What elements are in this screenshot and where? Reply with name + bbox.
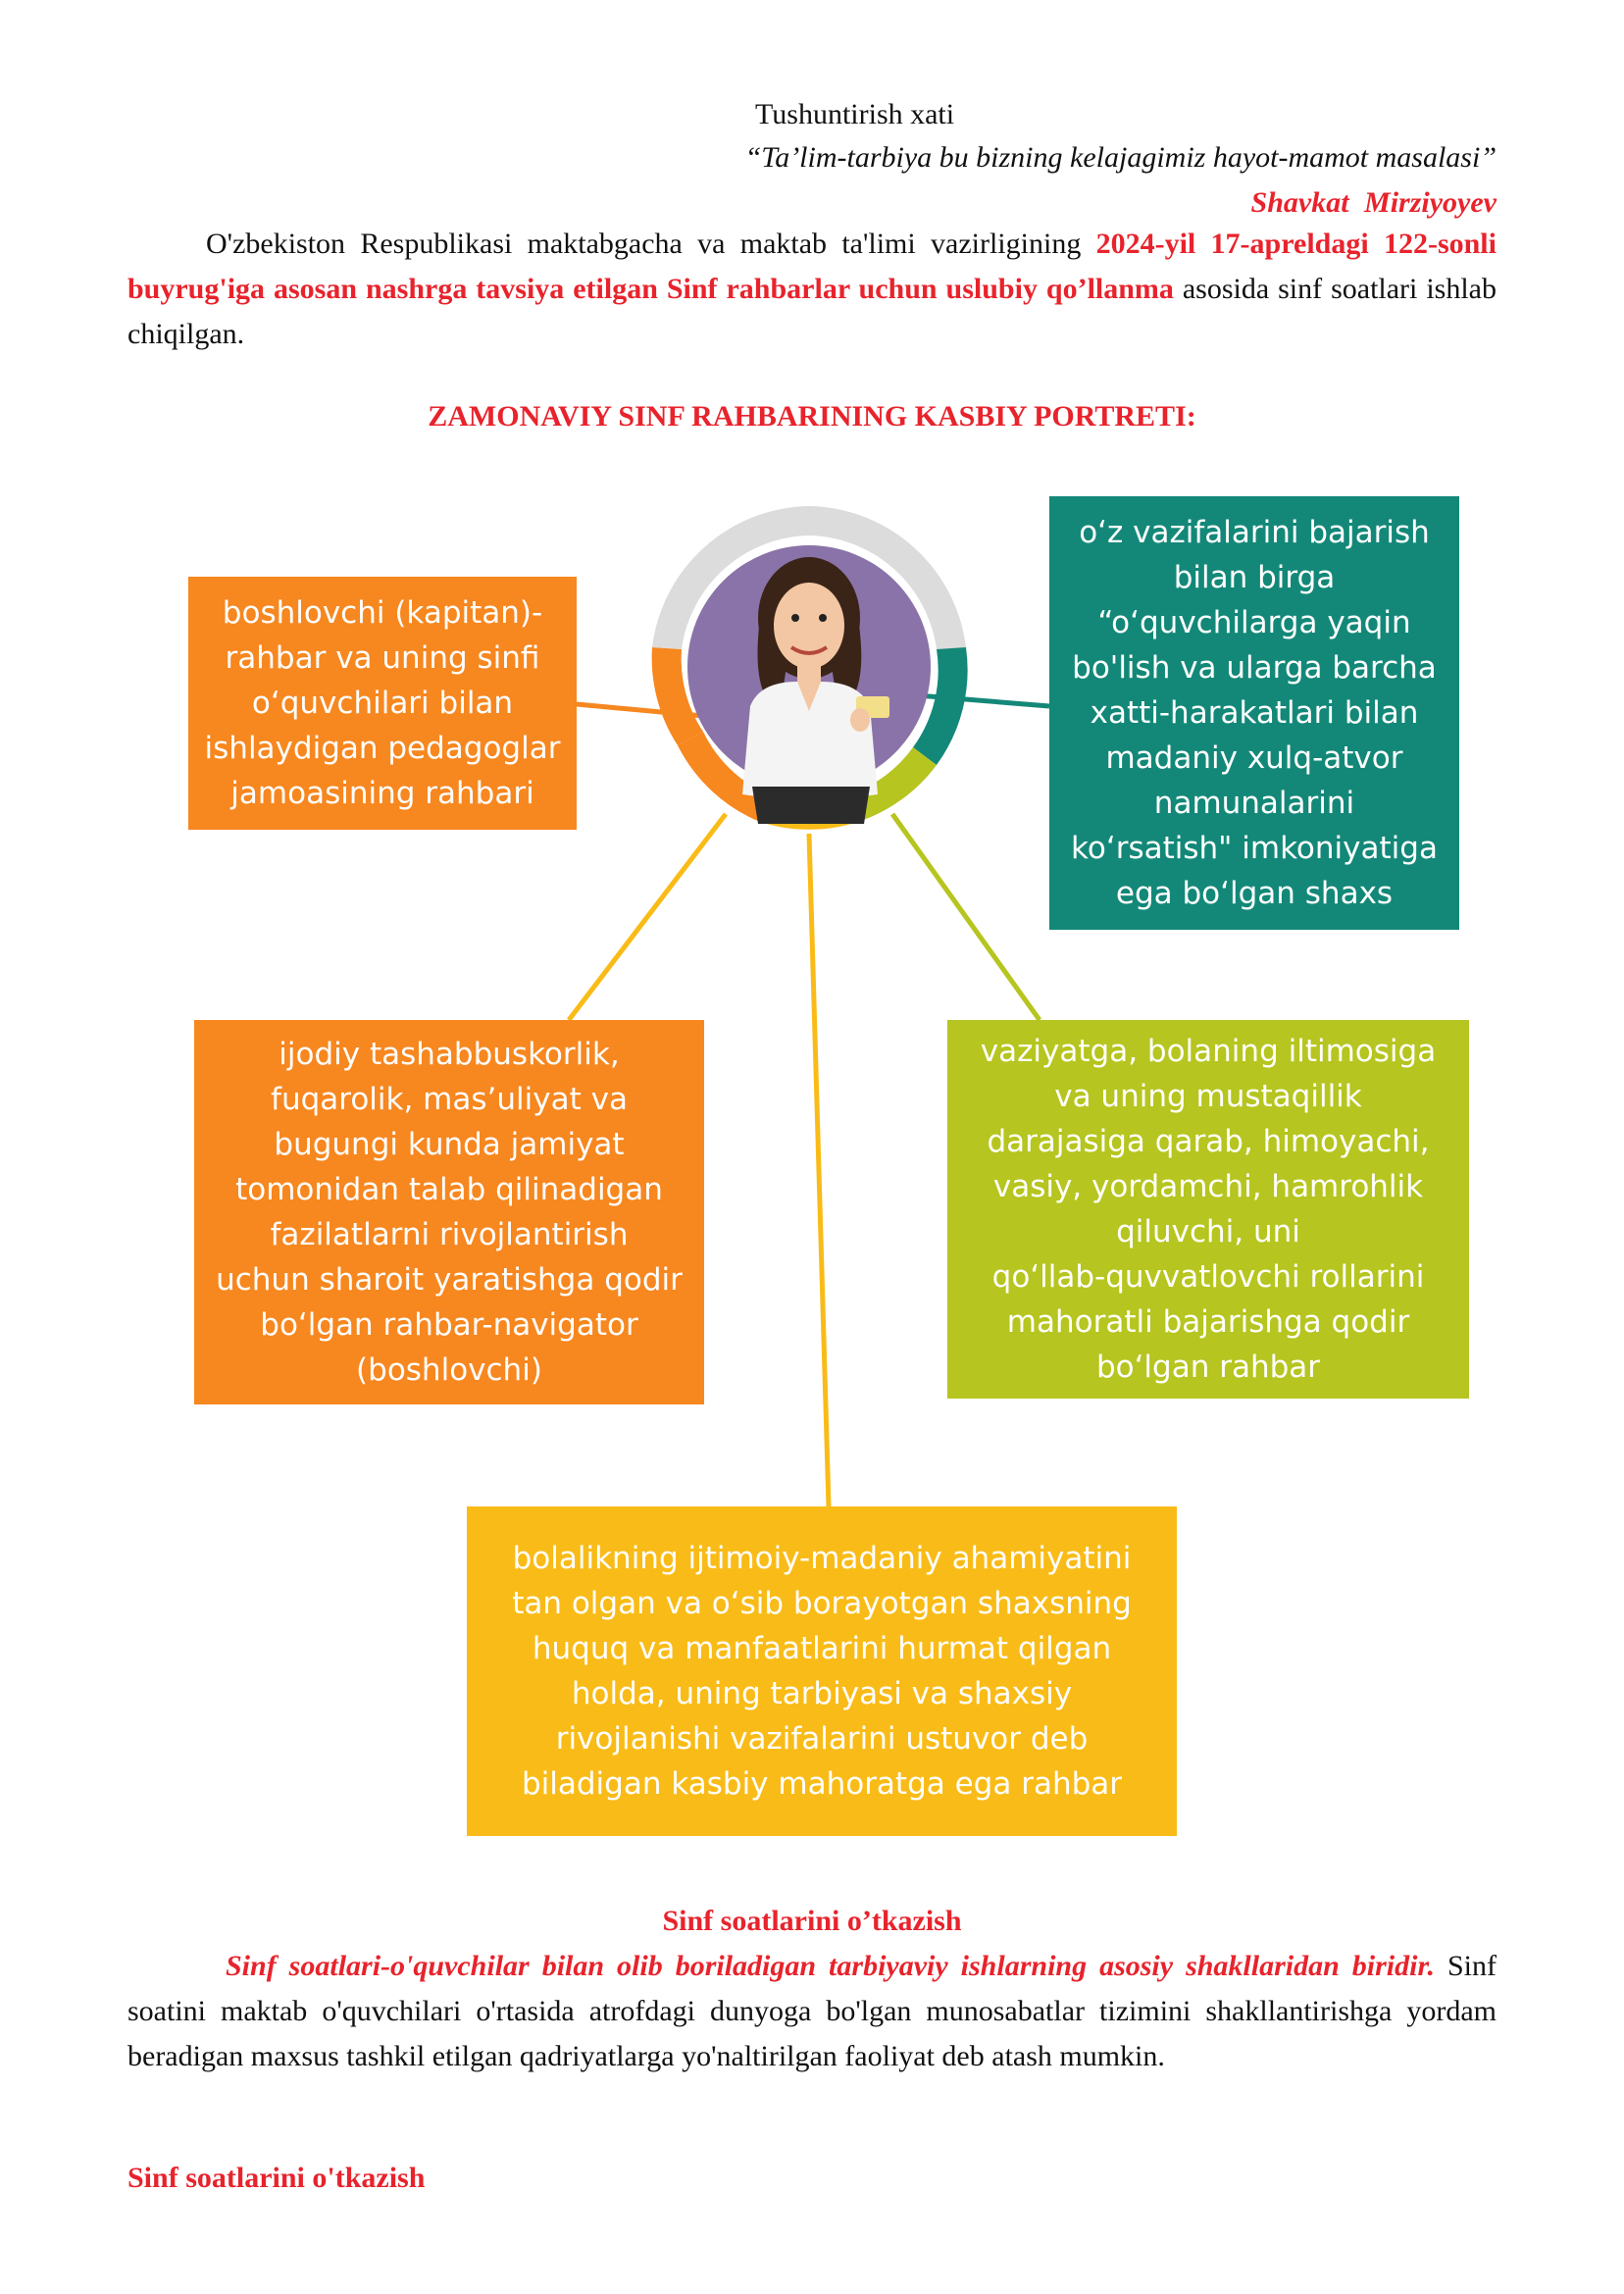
portrait-box-leader xyxy=(467,1506,1177,1836)
mentor-line: ega boʻlgan shaxs xyxy=(1115,876,1394,911)
mentor-line: namunalarini xyxy=(1153,786,1355,821)
leader-line: holda, uning tarbiyasi va shaxsiy xyxy=(571,1676,1073,1711)
intro-text-after: asosida sinf soatlari ishlab chiqilgan. xyxy=(127,273,1497,350)
mentor-line: xatti-harakatlari bilan xyxy=(1090,695,1419,731)
navigator-line: boʻlgan rahbar-navigator xyxy=(260,1307,638,1343)
defender-line: va uning mustaqillik xyxy=(1054,1079,1362,1114)
defender-line: vaziyatga, bolaning iltimosiga xyxy=(980,1034,1437,1069)
navigator-line: fazilatlarni rivojlantirish xyxy=(270,1217,629,1252)
captain-line: rahbar va uning sinfi xyxy=(225,640,540,676)
defender-line: vasiy, yordamchi, hamrohlik xyxy=(992,1169,1424,1204)
section-body-text: Sinf soatini maktab o'quvchilari o'rtasida atrofdagi dunyoga bo'lgan munosabatlar tizimini shakllantirishga yordam beradigan maxsus tashkil etilgan qadriyatlarga yo'naltirilgan faoliyat deb atash mumkin. xyxy=(127,1950,1497,2072)
section-definition: Sinf soatlari-o'quvchilar bilan olib boriladigan tarbiyaviy ishlarning asosiy shakllaridan biridir. xyxy=(226,1950,1435,1982)
intro-highlight: 2024-yil 17-apreldagi 122-sonli buyrug'iga asosan nashrga tavsiya etilgan Sinf rahbarlar uchun uslubiy qo’llanma xyxy=(127,228,1497,305)
intro-text-before: O'zbekiston Respublikasi maktabgacha va maktab ta'limi vazirligining xyxy=(206,228,1096,260)
section-heading: Sinf soatlarini o’tkazish xyxy=(662,1905,962,1937)
captain-line: boshlovchi (kapitan)- xyxy=(222,595,543,631)
portrait-box-captain xyxy=(188,577,577,830)
captain-line: jamoasining rahbari xyxy=(230,776,534,811)
captain-line: ishlaydigan pedagoglar xyxy=(204,731,561,766)
mentor-line: oʻz vazifalarini bajarish xyxy=(1079,515,1430,550)
mentor-line: bo'lish va ularga barcha xyxy=(1072,650,1437,686)
connector-defender xyxy=(892,814,1040,1020)
leader-line: tan olgan va oʻsib borayotgan shaxsning xyxy=(512,1586,1132,1621)
mentor-line: koʻrsatish" imkoniyatiga xyxy=(1071,831,1438,866)
defender-line: qiluvchi, uni xyxy=(1116,1214,1300,1249)
connector-navigator xyxy=(569,814,726,1020)
navigator-line: tomonidan talab qilinadigan xyxy=(235,1172,663,1207)
connector-leader xyxy=(809,834,829,1506)
section-subheading: Sinf soatlarini o'tkazish xyxy=(127,2162,426,2194)
navigator-line: ijodiy tashabbuskorlik, xyxy=(279,1037,620,1072)
mentor-line: madaniy xulq-atvor xyxy=(1105,740,1403,776)
leader-line: biladigan kasbiy mahoratga ega rahbar xyxy=(521,1766,1123,1802)
mentor-line: bilan birga xyxy=(1173,560,1336,595)
navigator-line: uchun sharoit yaratishga qodir xyxy=(216,1262,683,1298)
portrait-box-mentor xyxy=(1049,496,1459,930)
defender-line: mahoratli bajarishga qodir xyxy=(1006,1304,1410,1340)
defender-line: darajasiga qarab, himoyachi, xyxy=(987,1124,1430,1159)
epigraph-author: Shavkat Mirziyoyev xyxy=(1250,186,1497,219)
portrait-box-navigator xyxy=(194,1020,704,1404)
leader-line: rivojlanishi vazifalarini ustuvor deb xyxy=(555,1721,1089,1757)
mentor-line: “oʻquvchilarga yaqin xyxy=(1097,605,1411,640)
captain-line: oʻquvchilari bilan xyxy=(251,686,514,721)
portrait-box-defender xyxy=(947,1020,1469,1399)
leader-line: bolalikning ijtimoiy-madaniy ahamiyatini xyxy=(512,1541,1132,1576)
defender-line: qoʻllab-quvvatlovchi rollarini xyxy=(991,1259,1425,1295)
leader-line: huquq va manfaatlarini hurmat qilgan xyxy=(532,1631,1112,1666)
epigraph-quote: “Ta’lim-tarbiya bu bizning kelajagimiz hayot-mamot masalasi” xyxy=(744,141,1497,174)
navigator-line: bugungi kunda jamiyat xyxy=(274,1127,625,1162)
intro-paragraph xyxy=(127,222,1497,357)
portrait-infographic xyxy=(177,490,1491,1863)
defender-line: boʻlgan rahbar xyxy=(1095,1350,1321,1385)
navigator-line: fuqarolik, mas’uliyat va xyxy=(271,1082,628,1117)
document-title: Tushuntirish xati xyxy=(755,98,955,130)
teacher-avatar-icon xyxy=(642,500,976,834)
navigator-line: (boshlovchi) xyxy=(356,1352,542,1388)
portrait-heading: ZAMONAVIY SINF RAHBARINING KASBIY PORTRETI: xyxy=(428,400,1196,433)
section-paragraph xyxy=(127,1944,1497,2079)
